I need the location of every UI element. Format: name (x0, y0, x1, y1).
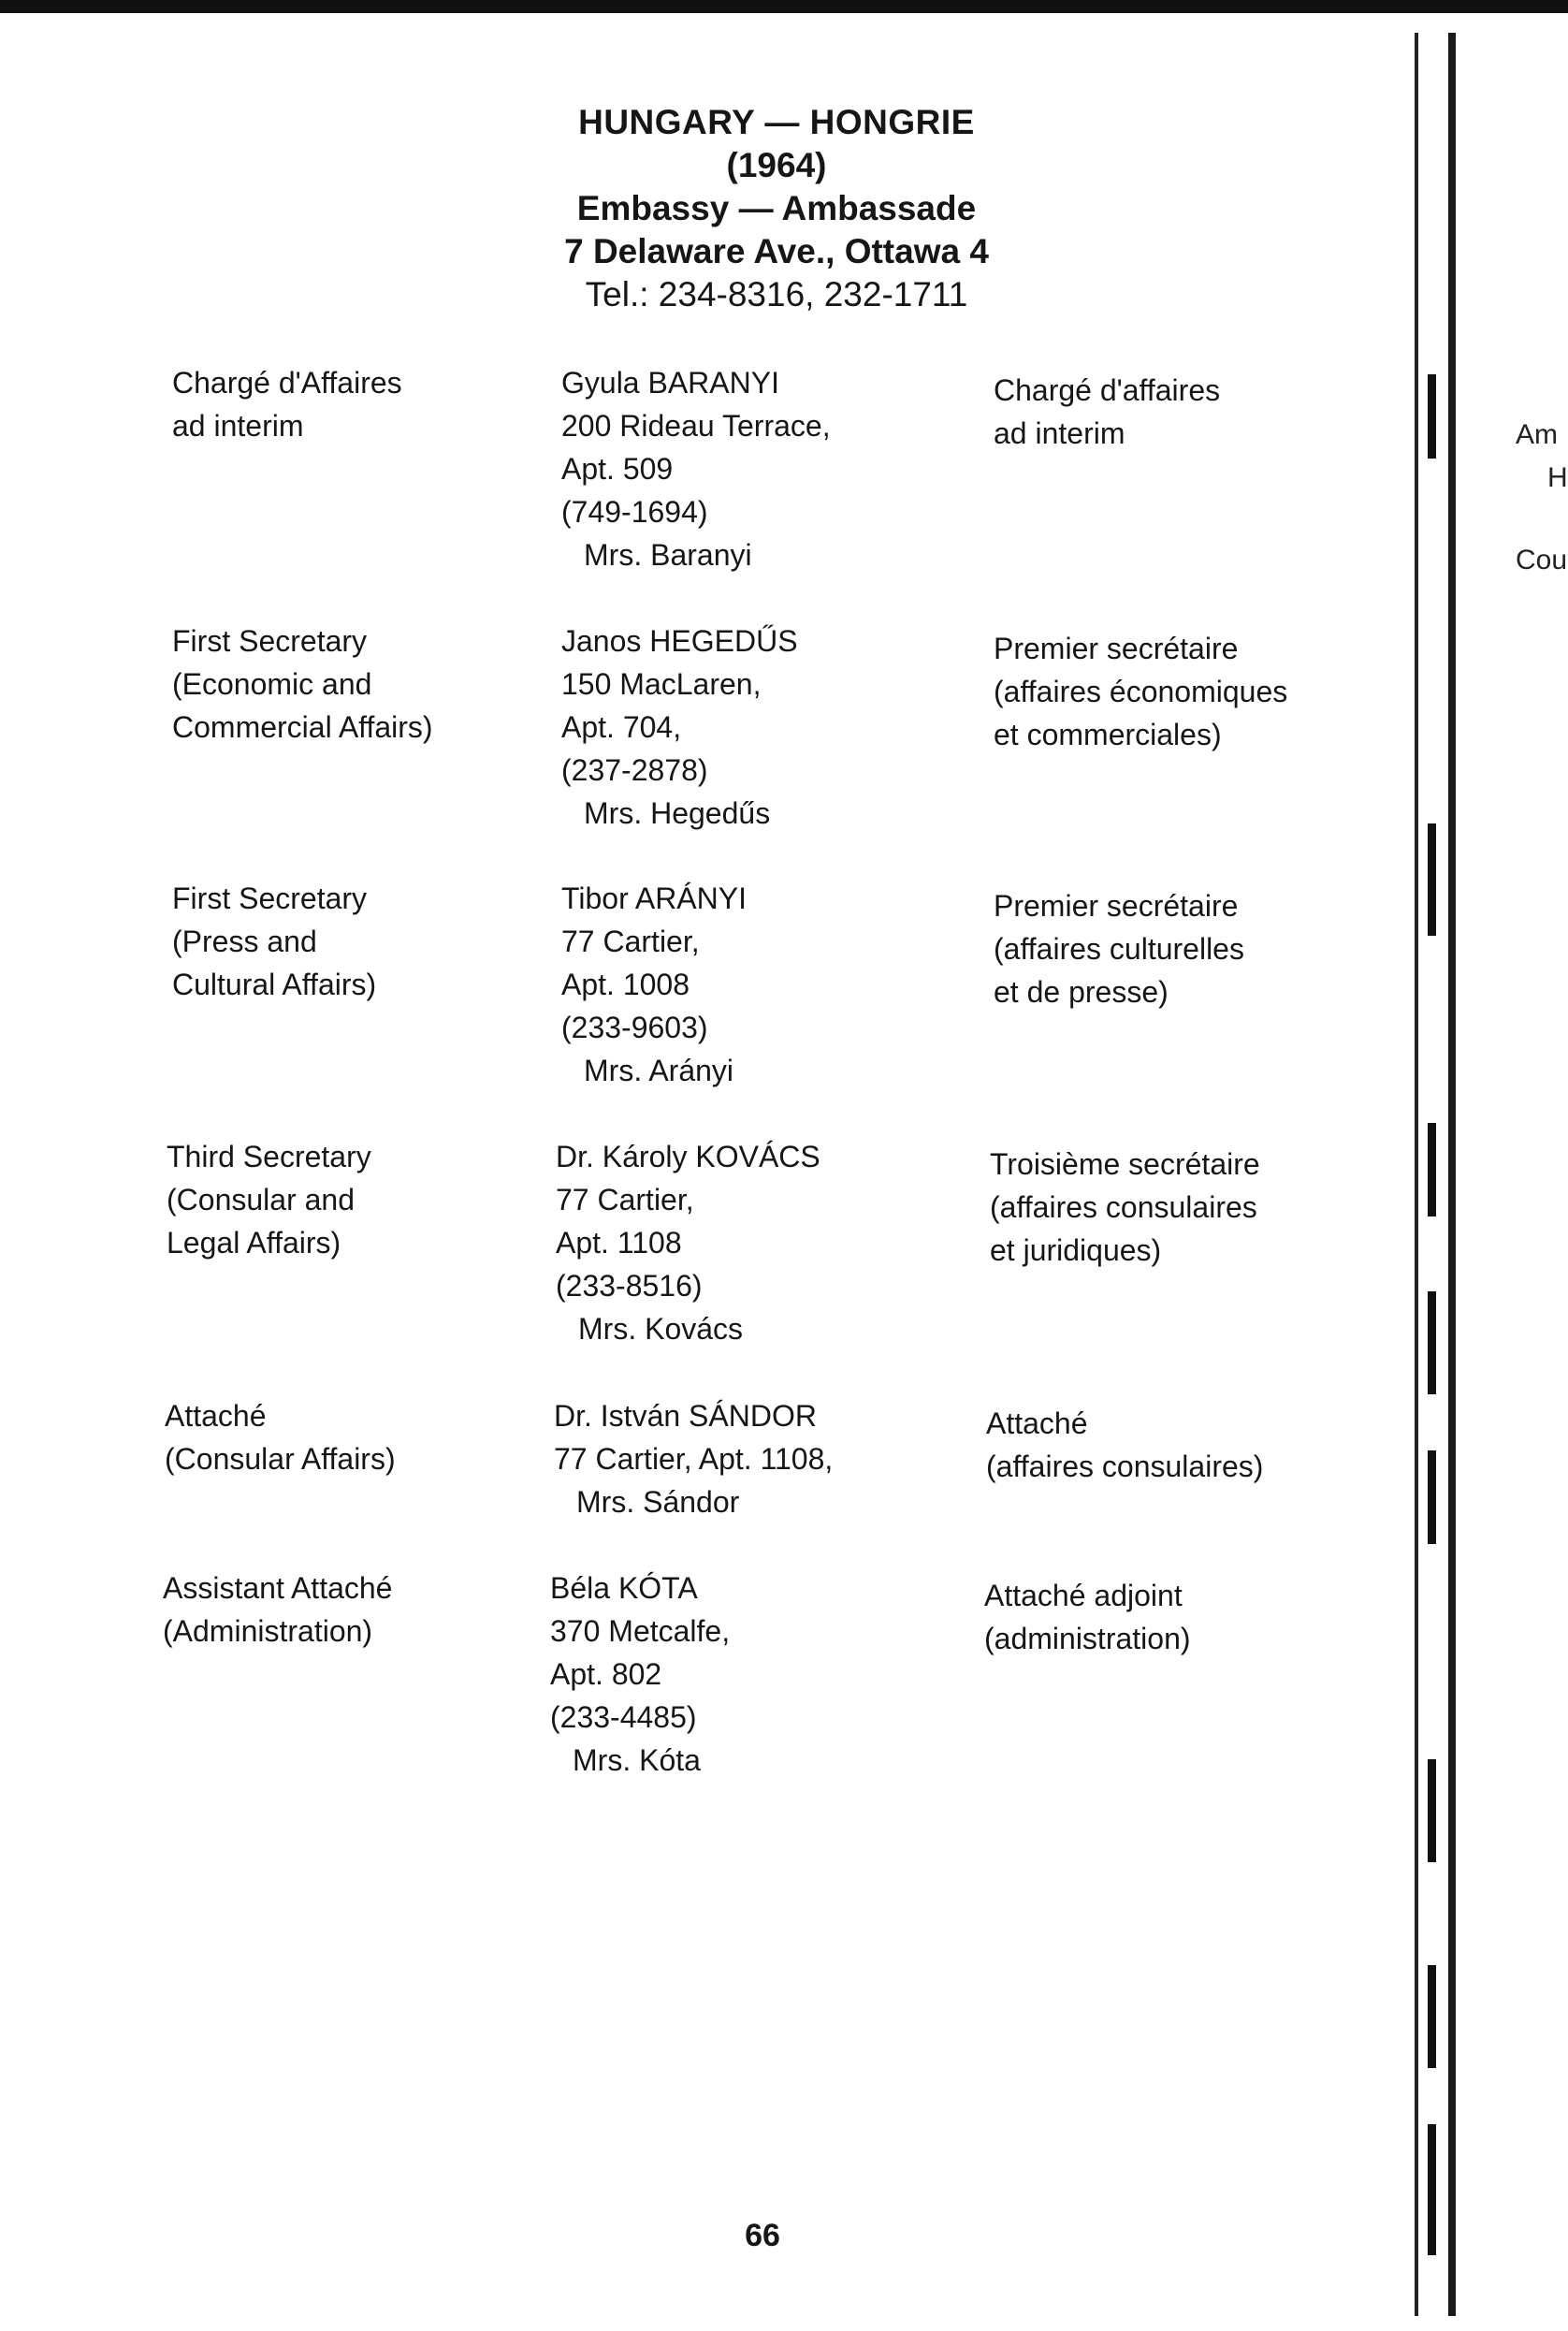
spouse-name: Mrs. Sándor (576, 1485, 740, 1519)
spouse-name: Mrs. Kóta (573, 1743, 701, 1777)
english-title-line: (Consular and (167, 1183, 355, 1216)
french-title (986, 1402, 1263, 1488)
spine-mark (1428, 1450, 1436, 1544)
person-phone: (233-4485) (550, 1700, 697, 1734)
person-phone: (749-1694) (561, 495, 708, 529)
spouse-name: Mrs. Arányi (584, 1054, 734, 1087)
french-title-line: (administration) (984, 1622, 1191, 1655)
person-name: Béla KÓTA (550, 1571, 698, 1605)
person-name: Gyula BARANYI (561, 366, 779, 400)
english-title (163, 1566, 392, 1653)
person-phone: (237-2878) (561, 753, 708, 787)
english-title (172, 877, 376, 1006)
french-title (994, 369, 1220, 455)
year: (1964) (726, 146, 827, 184)
english-title-line: Legal Affairs) (167, 1226, 341, 1260)
spouse-name: Mrs. Kovács (578, 1312, 744, 1346)
adjacent-text: Cou (1516, 545, 1568, 575)
spine-mark (1428, 1123, 1436, 1216)
person-name: Dr. Károly KOVÁCS (556, 1140, 820, 1173)
french-title-line: Premier secrétaire (994, 889, 1239, 923)
spine-line (1448, 33, 1456, 2316)
person-address-line: 77 Cartier, Apt. 1108, (554, 1442, 834, 1476)
french-title-line: Chargé d'affaires (994, 373, 1221, 407)
spine-mark (1428, 1759, 1436, 1862)
english-title-line: Third Secretary (167, 1140, 371, 1173)
spine-mark (1428, 2124, 1436, 2255)
person-address-line: 150 MacLaren, (561, 667, 762, 701)
person-name: Dr. István SÁNDOR (554, 1399, 817, 1433)
person-phone: (233-8516) (556, 1269, 703, 1303)
person-details (561, 619, 798, 835)
spine-line (1415, 33, 1418, 2316)
english-title-line: (Press and (172, 925, 317, 958)
person-address-line: 77 Cartier, (561, 925, 700, 958)
english-title (172, 361, 402, 447)
person-name: Tibor ARÁNYI (561, 881, 747, 915)
english-title-line: First Secretary (172, 881, 368, 915)
french-title (984, 1574, 1191, 1660)
english-title (165, 1394, 396, 1480)
english-title-line: Cultural Affairs) (172, 968, 377, 1001)
french-title-line: et juridiques) (990, 1233, 1162, 1267)
person-address-line: Apt. 509 (561, 452, 674, 486)
person-details (561, 361, 831, 576)
english-title-line: (Administration) (163, 1614, 373, 1648)
page-number: 66 (745, 2218, 780, 2253)
person-details (561, 877, 747, 1092)
french-title-line: (affaires consulaires) (986, 1450, 1264, 1483)
english-title (167, 1135, 371, 1264)
spine-mark (1428, 1965, 1436, 2068)
english-title-line: First Secretary (172, 624, 368, 658)
page-top-edge (0, 0, 1568, 13)
french-title-line: et commerciales) (994, 718, 1222, 751)
french-title-line: et de presse) (994, 975, 1169, 1009)
person-address-line: 370 Metcalfe, (550, 1614, 731, 1648)
english-title-line: (Economic and (172, 667, 372, 701)
person-details (556, 1135, 820, 1350)
spine-mark (1428, 1291, 1436, 1394)
english-title-line: Attaché (165, 1399, 267, 1433)
french-title (994, 884, 1244, 1013)
english-title-line: (Consular Affairs) (165, 1442, 396, 1476)
french-title-line: Troisième secrétaire (990, 1147, 1260, 1181)
french-title-line: Attaché (986, 1406, 1088, 1440)
french-title-line: ad interim (994, 416, 1125, 450)
english-title-line: Commercial Affairs) (172, 710, 433, 744)
person-address-line: Apt. 1108 (556, 1226, 682, 1260)
embassy-phone: Tel.: 234-8316, 232-1711 (585, 275, 968, 313)
english-title-line: ad interim (172, 409, 304, 443)
adjacent-text: Am (1516, 419, 1558, 450)
french-title-line: (affaires culturelles (994, 932, 1244, 966)
person-address-line: 200 Rideau Terrace, (561, 409, 831, 443)
mission-type: Embassy — Ambassade (576, 189, 977, 227)
french-title-line: Attaché adjoint (984, 1579, 1183, 1612)
person-address-line: Apt. 802 (550, 1657, 662, 1691)
person-details (554, 1394, 833, 1523)
person-phone: (233-9603) (561, 1011, 708, 1044)
french-title (990, 1143, 1260, 1272)
person-address-line: Apt. 704, (561, 710, 682, 744)
adjacent-text: H (1547, 462, 1568, 493)
spouse-name: Mrs. Hegedűs (584, 796, 771, 830)
french-title-line: (affaires consulaires (990, 1190, 1257, 1224)
person-address-line: 77 Cartier, (556, 1183, 694, 1216)
english-title-line: Assistant Attaché (163, 1571, 393, 1605)
french-title-line: Premier secrétaire (994, 632, 1239, 665)
english-title-line: Chargé d'Affaires (172, 366, 402, 400)
book-spine-edge (1403, 19, 1568, 2331)
spouse-name: Mrs. Baranyi (584, 538, 752, 572)
person-details (550, 1566, 730, 1782)
french-title-line: (affaires économiques (994, 675, 1288, 708)
person-name: Janos HEGEDŰS (561, 624, 798, 658)
spine-mark (1428, 823, 1436, 936)
embassy-address: 7 Delaware Ave., Ottawa 4 (564, 232, 989, 270)
french-title (994, 627, 1287, 756)
country-title: HUNGARY — HONGRIE (578, 103, 975, 141)
embassy-header (524, 101, 1029, 316)
english-title (172, 619, 433, 749)
adjacent-page-fragment (1514, 402, 1568, 608)
spine-mark (1428, 374, 1436, 459)
person-address-line: Apt. 1008 (561, 968, 690, 1001)
